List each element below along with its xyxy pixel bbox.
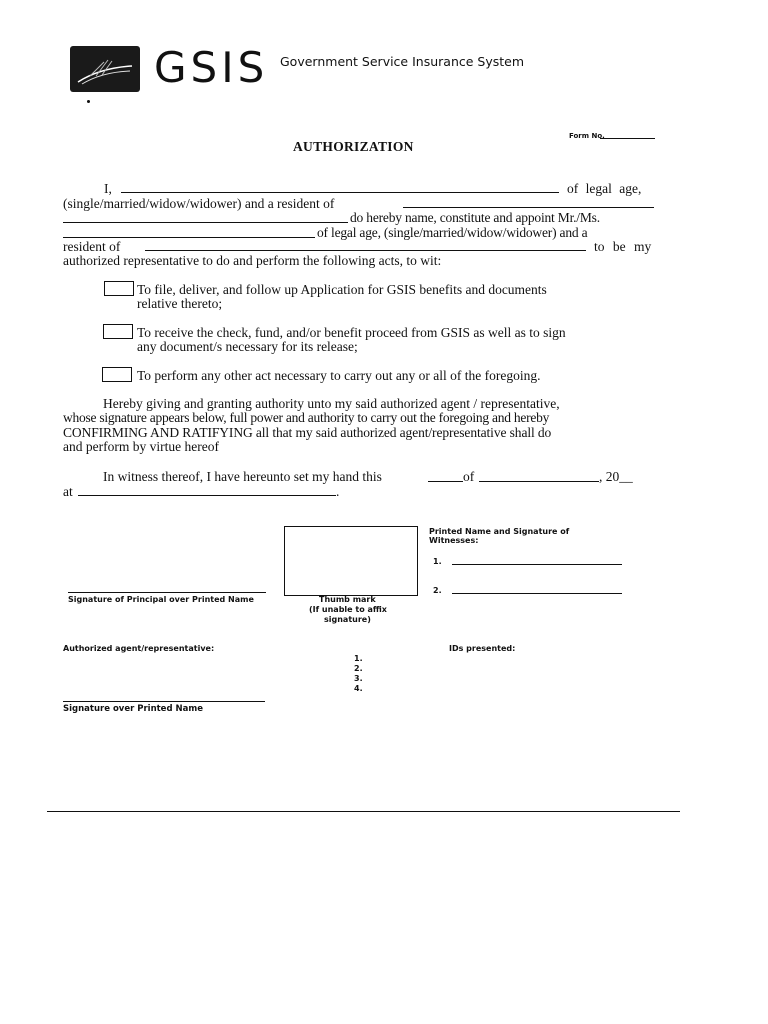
principal-signature-label: Signature of Principal over Printed Name: [68, 595, 254, 604]
act-checkbox-3[interactable]: [102, 367, 132, 382]
id-item-4: 4.: [354, 684, 363, 693]
witnesses-heading-1: Printed Name and Signature of: [429, 527, 570, 536]
logo-swoosh-icon: [70, 46, 140, 92]
agent-name-field[interactable]: [63, 237, 315, 238]
resident-of-text: resident of: [63, 239, 121, 254]
act-2-line-1: To receive the check, fund, and/or benefit proceed from GSIS as well as to sign: [137, 325, 566, 340]
form-no-field[interactable]: [600, 138, 655, 139]
witness-1-number: 1.: [433, 557, 442, 566]
id-item-3: 3.: [354, 674, 363, 683]
witnesses-heading-2: Witnesses:: [429, 536, 479, 545]
appoint-text: do hereby name, constitute and appoint Mr./Ms.: [350, 210, 600, 225]
thumb-mark-label: Thumb mark: [319, 595, 376, 604]
act-1-line-1: To file, deliver, and follow up Application for GSIS benefits and documents: [137, 282, 547, 297]
principal-name-field[interactable]: [121, 192, 559, 193]
act-checkbox-1[interactable]: [104, 281, 134, 296]
page-title: AUTHORIZATION: [293, 139, 414, 154]
agent-signature-label: Signature over Printed Name: [63, 704, 203, 714]
paragraph-line-1: Hereby giving and granting authority unto my said authorized agent / representative,: [103, 396, 560, 411]
form-no-label: Form No.: [569, 132, 605, 140]
act-2-line-2: any document/s necessary for its release;: [137, 339, 358, 354]
at-period: .: [336, 484, 340, 499]
i-label: I,: [104, 181, 112, 196]
gsis-logo-emblem: [70, 46, 140, 92]
org-name: Government Service Insurance System: [280, 54, 525, 69]
act-1-line-2: relative thereto;: [137, 296, 223, 311]
gsis-logo-text: GSIS: [154, 43, 269, 92]
principal-signature-field[interactable]: [68, 592, 266, 593]
paragraph-line-2: whose signature appears below, full power and authority to carry out the foregoing and hereby: [63, 410, 550, 425]
paragraph-line-4: and perform by virtue hereof: [63, 439, 219, 454]
id-item-2: 2.: [354, 664, 363, 673]
dot-mark: [87, 100, 90, 103]
agent-residence-field[interactable]: [145, 250, 586, 251]
at-text: at: [63, 484, 73, 499]
to-be-my-text: to be my: [594, 239, 652, 254]
ids-presented-label: IDs presented:: [449, 644, 516, 653]
witness-2-field[interactable]: [452, 593, 622, 594]
of-text: of: [463, 469, 475, 484]
authorized-agent-label: Authorized agent/representative:: [63, 644, 215, 653]
place-field[interactable]: [78, 495, 336, 496]
agent-signature-field[interactable]: [63, 701, 265, 702]
day-field[interactable]: [428, 481, 463, 482]
thumb-note-1: (If unable to affix: [309, 605, 387, 614]
month-field[interactable]: [479, 481, 599, 482]
witness-1-field[interactable]: [452, 564, 622, 565]
status-resident-text: (single/married/widow/widower) and a resident of: [63, 196, 335, 211]
thumb-mark-box[interactable]: [284, 526, 418, 596]
legal-age-status-text: of legal age, (single/married/widow/widower) and a: [317, 225, 588, 240]
bottom-divider: [47, 811, 680, 812]
act-checkbox-2[interactable]: [103, 324, 133, 339]
year-text: , 20__: [599, 469, 633, 484]
thumb-note-2: signature): [324, 615, 371, 624]
principal-residence-field-2[interactable]: [63, 222, 348, 223]
principal-residence-field[interactable]: [403, 207, 654, 208]
authorized-rep-text: authorized representative to do and perform the following acts, to wit:: [63, 253, 442, 268]
act-3-line-1: To perform any other act necessary to carry out any or all of the foregoing.: [137, 368, 541, 383]
witness-text: In witness thereof, I have hereunto set my hand this: [103, 469, 382, 484]
legal-age-text: of legal age,: [567, 181, 642, 196]
paragraph-line-3: CONFIRMING AND RATIFYING all that my said authorized agent/representative shall do: [63, 425, 552, 440]
witness-2-number: 2.: [433, 586, 442, 595]
id-item-1: 1.: [354, 654, 363, 663]
